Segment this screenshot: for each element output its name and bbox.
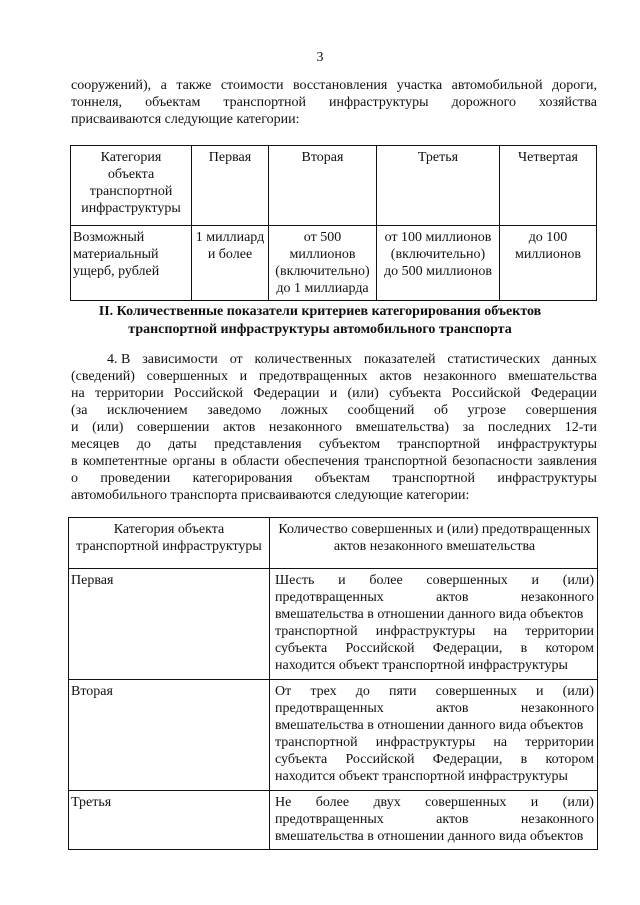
cell-line: до 500 миллионов bbox=[383, 264, 493, 279]
word: хозяйства bbox=[539, 95, 597, 110]
paragraph-line bbox=[71, 402, 597, 419]
word: инфраструктуры bbox=[329, 95, 429, 110]
word: актов bbox=[436, 590, 469, 605]
description-cell bbox=[270, 569, 598, 680]
cell-line bbox=[275, 700, 594, 717]
cell-line: материальный bbox=[73, 247, 159, 262]
cell-line: вмешательства в отношении данного вида объектов bbox=[275, 607, 584, 622]
paragraph-line bbox=[71, 368, 597, 385]
word: и bbox=[536, 684, 544, 699]
word: инфраструктуры bbox=[375, 735, 476, 750]
word: стоимости bbox=[220, 78, 284, 93]
word: показателей bbox=[363, 352, 436, 367]
word: совершенных bbox=[425, 795, 507, 810]
word: ложных bbox=[280, 403, 328, 418]
word: до bbox=[355, 684, 370, 699]
paragraph-line bbox=[71, 351, 597, 368]
word: безопасности bbox=[452, 454, 533, 469]
word: совершении bbox=[136, 420, 210, 435]
word: сооружений), bbox=[71, 78, 152, 93]
word: вмешательства bbox=[508, 369, 597, 384]
cell-line: от 500 миллионов bbox=[289, 230, 356, 262]
word: субъекта bbox=[389, 386, 442, 401]
word: инфраструктуры bbox=[497, 471, 597, 486]
word: актов bbox=[379, 369, 412, 384]
word: транспортной bbox=[275, 624, 358, 639]
word: даты bbox=[168, 437, 197, 452]
cell-line bbox=[275, 734, 594, 751]
word: сообщений bbox=[347, 403, 415, 418]
word: инфраструктуры bbox=[497, 437, 597, 452]
cell-line: до 100 bbox=[528, 230, 568, 245]
cell-line: Количество совершенных и (или) предотвращенных bbox=[278, 522, 591, 537]
category-cell: Первая bbox=[69, 569, 270, 680]
word: дорожного bbox=[451, 95, 516, 110]
intro-line: присваиваются следующие категории: bbox=[71, 112, 300, 127]
word: Федерации bbox=[530, 386, 597, 401]
word: о bbox=[71, 471, 78, 486]
cell-line: ущерб, рублей bbox=[73, 264, 160, 279]
word: котором bbox=[545, 752, 594, 767]
cell-line bbox=[275, 811, 594, 828]
word: котором bbox=[545, 641, 594, 656]
word: (или) bbox=[562, 573, 594, 588]
word: (за bbox=[71, 403, 88, 418]
word: транспортной bbox=[397, 437, 481, 452]
word: объектам bbox=[145, 95, 201, 110]
cell-line: вмешательства в отношении данного вида объектов bbox=[275, 718, 584, 733]
word: компетентные bbox=[82, 454, 168, 469]
header-cell-category bbox=[69, 518, 270, 569]
word: в bbox=[520, 752, 528, 767]
word: и bbox=[71, 420, 79, 435]
word: месяцев bbox=[71, 437, 120, 452]
value-cell-second bbox=[269, 226, 377, 301]
word: данных bbox=[552, 352, 597, 367]
word: исключением bbox=[106, 403, 188, 418]
word: транспортной bbox=[275, 735, 358, 750]
cell-line: объекта bbox=[107, 167, 155, 182]
word: незаконного bbox=[268, 420, 343, 435]
word: в bbox=[71, 454, 78, 469]
cell-line: находится объект транспортной инфраструктуры bbox=[275, 769, 568, 784]
word: объектам bbox=[314, 471, 370, 486]
header-cell-count bbox=[270, 518, 598, 569]
word: органы bbox=[172, 454, 216, 469]
word: субъектом bbox=[318, 437, 381, 452]
cell-line: актов незаконного вмешательства bbox=[333, 539, 536, 554]
word: предотвращенных bbox=[275, 701, 384, 716]
cell-line: инфраструктуры bbox=[81, 201, 181, 216]
word: Федерации, bbox=[432, 641, 503, 656]
cell-line bbox=[275, 589, 594, 606]
word: двух bbox=[373, 795, 401, 810]
word: автомобильной bbox=[451, 78, 543, 93]
cell-line bbox=[275, 751, 594, 768]
word: трех bbox=[310, 684, 337, 699]
intro-line bbox=[71, 77, 597, 94]
table-row bbox=[69, 569, 598, 680]
word: в bbox=[520, 641, 528, 656]
word: субъекта bbox=[275, 641, 328, 656]
word: субъекта bbox=[275, 752, 328, 767]
cell-line: Категория bbox=[100, 150, 162, 165]
table-header-row bbox=[69, 518, 598, 569]
word: на bbox=[493, 624, 508, 639]
word: дороги, bbox=[552, 78, 597, 93]
word: до bbox=[136, 437, 151, 452]
word: (или) bbox=[92, 420, 124, 435]
word: транспортной bbox=[392, 471, 476, 486]
table-row bbox=[71, 226, 597, 301]
word: Федерации bbox=[253, 386, 320, 401]
cell-line bbox=[275, 623, 594, 640]
paragraph-line bbox=[71, 385, 597, 402]
word: также bbox=[176, 78, 212, 93]
cell-line: находится объект транспортной инфраструктуры bbox=[275, 658, 568, 673]
intro-text bbox=[71, 77, 597, 128]
cell-line: транспортной bbox=[89, 184, 173, 199]
word: зависимости bbox=[142, 352, 218, 367]
page-number: 3 bbox=[316, 50, 324, 65]
word: и bbox=[531, 573, 539, 588]
category-cell: Вторая bbox=[69, 680, 270, 791]
word: на bbox=[71, 386, 85, 401]
row-label-cell bbox=[71, 226, 192, 301]
cell-line: 1 миллиард bbox=[195, 230, 265, 245]
word: незаконного bbox=[520, 590, 594, 605]
word: участка bbox=[396, 78, 443, 93]
cell-line: (включительно) bbox=[275, 264, 370, 279]
word: незаконного bbox=[423, 369, 497, 384]
word: актов bbox=[436, 701, 469, 716]
word: Не bbox=[275, 795, 292, 810]
table-row bbox=[69, 791, 598, 850]
word: транспортной bbox=[223, 95, 306, 110]
damage-category-table bbox=[70, 145, 597, 301]
word: заведомо bbox=[207, 403, 262, 418]
cell-line: до 1 миллиарда bbox=[276, 281, 369, 296]
word: области bbox=[232, 454, 280, 469]
paragraph-line: автомобильного транспорта присваиваются следующие категории: bbox=[71, 488, 470, 503]
word: (или) bbox=[347, 386, 379, 401]
word: незаконного bbox=[520, 701, 594, 716]
paragraph-line bbox=[71, 453, 597, 470]
word: территории bbox=[525, 624, 594, 639]
heading-line: II. Количественные показатели критериев категорирования объектов bbox=[98, 304, 542, 319]
word: пяти bbox=[388, 684, 417, 699]
word: предотвращенных bbox=[275, 590, 384, 605]
paragraph-4 bbox=[71, 351, 597, 504]
header-cell-fourth: Четвертая bbox=[500, 146, 597, 226]
word: а bbox=[160, 78, 167, 93]
word: 4. В bbox=[107, 352, 131, 367]
header-cell-second: Вторая bbox=[269, 146, 377, 226]
word: восстановления bbox=[292, 78, 388, 93]
word: Российской bbox=[451, 386, 521, 401]
paragraph-line bbox=[71, 470, 597, 487]
word: Шесть bbox=[275, 573, 315, 588]
word: предотвращенных bbox=[258, 369, 368, 384]
description-cell bbox=[270, 680, 598, 791]
word: предотвращенных bbox=[275, 812, 384, 827]
cell-line: и более bbox=[207, 247, 253, 262]
heading-line: транспортной инфраструктуры автомобильного транспорта bbox=[128, 322, 512, 337]
word: и bbox=[329, 386, 338, 401]
category-cell: Третья bbox=[69, 791, 270, 850]
word: вмешательства) bbox=[355, 420, 450, 435]
word: совершенных bbox=[426, 573, 508, 588]
word: последних bbox=[487, 420, 552, 435]
word: от bbox=[229, 352, 243, 367]
word: на bbox=[493, 735, 508, 750]
word: Российской bbox=[174, 386, 244, 401]
cell-line bbox=[275, 794, 594, 811]
table-row bbox=[69, 680, 598, 791]
word: более bbox=[369, 573, 403, 588]
cell-line: от 100 миллионов bbox=[384, 230, 492, 245]
word: категорирования bbox=[192, 471, 293, 486]
paragraph-line bbox=[71, 419, 597, 436]
word: совершенных bbox=[146, 369, 228, 384]
cell-line: (включительно) bbox=[390, 247, 486, 262]
word: об bbox=[433, 403, 448, 418]
word: заявления bbox=[537, 454, 597, 469]
word: Российской bbox=[345, 752, 415, 767]
word: угрозе bbox=[467, 403, 507, 418]
header-cell-first: Первая bbox=[192, 146, 269, 226]
word: и bbox=[338, 573, 346, 588]
description-cell bbox=[270, 791, 598, 850]
word: за bbox=[462, 420, 475, 435]
value-cell-fourth bbox=[500, 226, 597, 301]
cell-line: вмешательства в отношении данного вида объектов bbox=[275, 829, 584, 844]
table-header-row bbox=[71, 146, 597, 226]
incident-category-table bbox=[68, 517, 598, 850]
word: более bbox=[315, 795, 350, 810]
value-cell-first bbox=[192, 226, 269, 301]
word: территории bbox=[95, 386, 164, 401]
cell-line: транспортной инфраструктуры bbox=[76, 539, 262, 554]
word: представления bbox=[214, 437, 302, 452]
intro-line bbox=[71, 94, 597, 111]
word: в bbox=[220, 454, 228, 469]
word: количественных bbox=[254, 352, 352, 367]
word: незаконного bbox=[520, 812, 594, 827]
word: статистических bbox=[447, 352, 541, 367]
word: От bbox=[275, 684, 292, 699]
word: Федерации, bbox=[432, 752, 503, 767]
cell-line bbox=[275, 683, 594, 700]
value-cell-third bbox=[377, 226, 500, 301]
header-cell-category bbox=[71, 146, 192, 226]
cell-line bbox=[275, 640, 594, 657]
cell-line: миллионов bbox=[515, 247, 581, 262]
header-cell-third: Третья bbox=[377, 146, 500, 226]
cell-line: Возможный bbox=[73, 230, 145, 245]
word: территории bbox=[525, 735, 594, 750]
word: обеспечения bbox=[284, 454, 360, 469]
word: тоннеля, bbox=[71, 95, 123, 110]
word: (или) bbox=[562, 795, 594, 810]
word: Российской bbox=[345, 641, 415, 656]
section-heading bbox=[0, 303, 640, 339]
word: (или) bbox=[562, 684, 594, 699]
cell-line: Категория объекта bbox=[113, 522, 225, 537]
word: инфраструктуры bbox=[375, 624, 476, 639]
word: и bbox=[239, 369, 248, 384]
word: проведении bbox=[100, 471, 171, 486]
word: актов bbox=[222, 420, 256, 435]
word: актов bbox=[436, 812, 469, 827]
word: 12-ти bbox=[564, 420, 597, 435]
word: (сведений) bbox=[71, 369, 135, 384]
word: совершенных bbox=[435, 684, 517, 699]
word: транспортной bbox=[364, 454, 447, 469]
word: и bbox=[530, 795, 539, 810]
cell-line bbox=[275, 572, 594, 589]
paragraph-line bbox=[71, 436, 597, 453]
word: совершения bbox=[525, 403, 597, 418]
